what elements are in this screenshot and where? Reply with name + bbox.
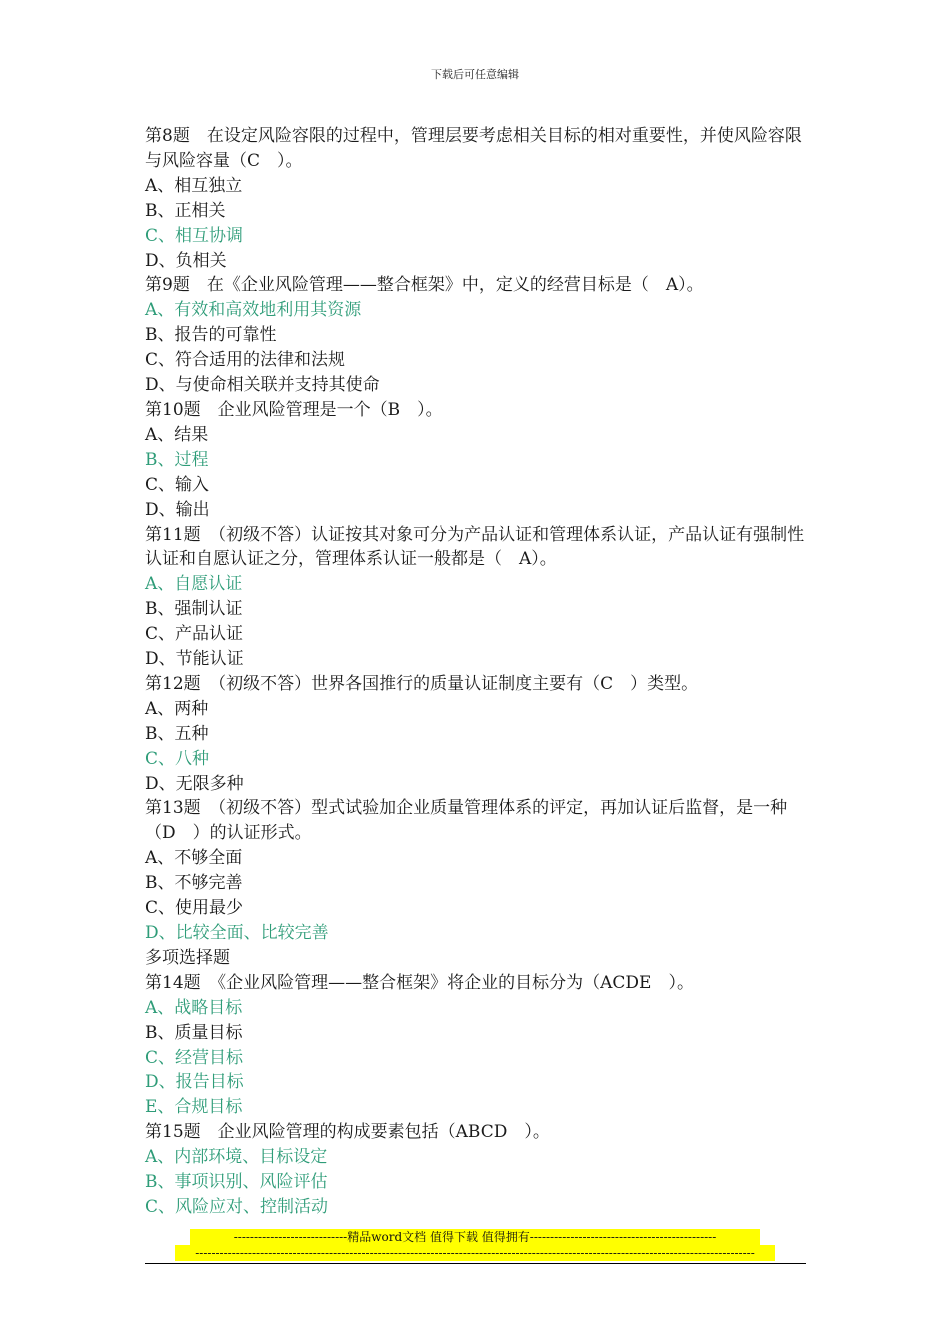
option: A、结果 — [145, 424, 209, 445]
page-header: 下载后可任意编辑 — [431, 68, 519, 81]
correct-option: C、相互协调 — [145, 225, 244, 246]
correct-option: C、八种 — [145, 748, 210, 769]
option: D、节能认证 — [145, 649, 244, 670]
correct-option: E、合规目标 — [145, 1097, 243, 1118]
option: B、质量目标 — [145, 1022, 243, 1043]
question-stem: 第10题 企业风险管理是一个（B ）。 — [145, 399, 443, 420]
correct-option: D、比较全面、比较完善 — [145, 923, 329, 943]
correct-option: D、报告目标 — [145, 1072, 244, 1093]
correct-option: A、有效和高效地利用其资源 — [145, 300, 362, 321]
option: B、强制认证 — [145, 599, 243, 620]
correct-option: B、事项识别、风险评估 — [145, 1172, 328, 1193]
question-stem: 第14题 《企业风险管理——整合框架》将企业的目标分为（ACDE ）。 — [145, 972, 694, 993]
option: C、符合适用的法律和法规 — [145, 350, 346, 371]
question-stem: 第11题 （初级不答）认证按其对象可分为产品认证和管理体系认证，产品认证有强制性认证和自愿认证之分，管理体系认证一般都是（ A）。 — [145, 524, 805, 570]
option: B、五种 — [145, 723, 209, 744]
option: C、产品认证 — [145, 624, 244, 645]
document-body — [145, 124, 815, 1220]
question-stem: 第13题 （初级不答）型式试验加企业质量管理体系的评定，再加认证后监督，是一种（D ）的认证形式。 — [145, 798, 788, 844]
footer-divider — [145, 1263, 806, 1264]
correct-option: A、自愿认证 — [145, 574, 243, 595]
option: C、输入 — [145, 474, 210, 495]
option: B、报告的可靠性 — [145, 325, 277, 346]
option: D、无限多种 — [145, 773, 244, 794]
option: C、使用最少 — [145, 898, 244, 919]
footer-banner: ----------------------------精品word文档 值得下载 值得拥有---------------------------------------------- — [190, 1229, 760, 1245]
option: A、相互独立 — [145, 175, 243, 196]
option: B、正相关 — [145, 200, 226, 221]
option: A、两种 — [145, 698, 209, 719]
option: D、负相关 — [145, 250, 227, 271]
correct-option: B、过程 — [145, 449, 209, 470]
question-stem: 第15题 企业风险管理的构成要素包括（ABCD ）。 — [145, 1122, 550, 1143]
option: D、与使命相关联并支持其使命 — [145, 375, 380, 396]
correct-option: C、经营目标 — [145, 1047, 244, 1068]
option: B、不够完善 — [145, 873, 243, 894]
section-title: 多项选择题 — [145, 947, 230, 968]
question-stem: 第8题 在设定风险容限的过程中，管理层要考虑相关目标的相对重要性，并使风险容限与风险容量（C ）。 — [145, 126, 802, 171]
correct-option: A、战略目标 — [145, 997, 243, 1018]
question-stem: 第9题 在《企业风险管理——整合框架》中，定义的经营目标是（ A）。 — [145, 275, 704, 296]
footer-dashes: ------------------------------------------------------------------------------------------------------------------------------------------ — [175, 1245, 775, 1261]
option: D、输出 — [145, 499, 210, 520]
option: A、不够全面 — [145, 848, 243, 869]
correct-option: A、内部环境、目标设定 — [145, 1147, 328, 1168]
correct-option: C、风险应对、控制活动 — [145, 1196, 329, 1217]
question-stem: 第12题 （初级不答）世界各国推行的质量认证制度主要有（C ）类型。 — [145, 673, 699, 694]
